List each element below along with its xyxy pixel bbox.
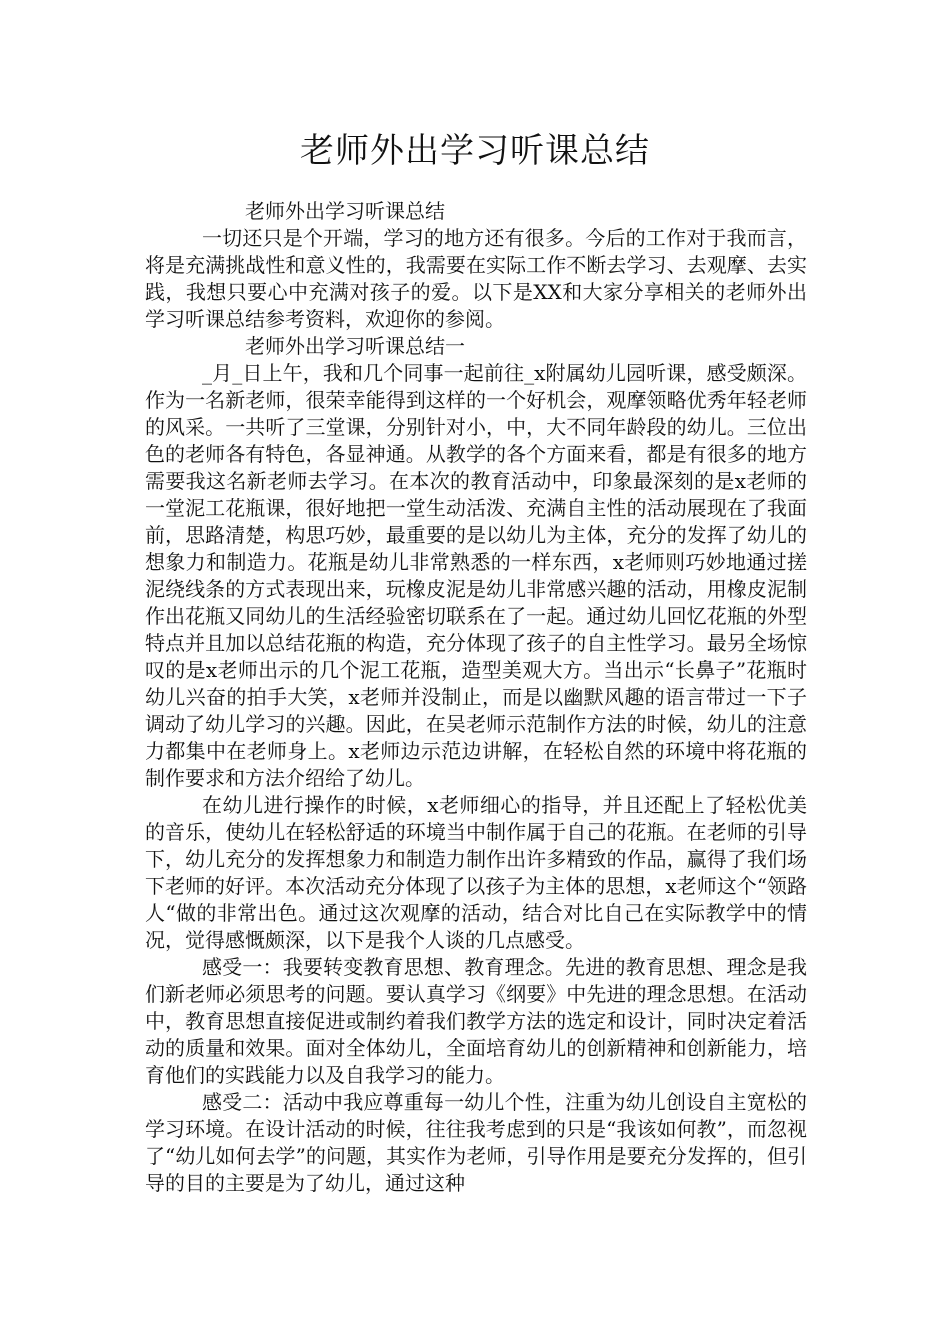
document-body <box>145 198 807 1197</box>
body-paragraph: 感受二：活动中我应尊重每一幼儿个性，注重为幼儿创设自主宽松的学习环境。在设计活动的时候，往往我考虑到的只是“我该如何教”，而忽视了“幼儿如何去学”的问题，其实作为老师，引导作用是要充分发挥的，但引导的目的主要是为了幼儿，通过这种 <box>145 1090 807 1195</box>
body-paragraph: 感受一：我要转变教育思想、教育理念。先进的教育思想、理念是我们新老师必须思考的问题。要认真学习《纲要》中先进的理念思想。在活动中，教育思想直接促进或制约着我们教学方法的选定和设计，同时决定着活动的质量和效果。面对全体幼儿，全面培育幼儿的创新精神和创新能力，培育他们的实践能力以及自我学习的能力。 <box>145 955 807 1087</box>
body-paragraph: _月_日上午，我和几个同事一起前往_x附属幼儿园听课，感受颇深。作为一名新老师，很荣幸能得到这样的一个好机会，观摩领略优秀年轻老师的风采。一共听了三堂课，分别针对小，中，大不同年龄段的幼儿。三位出色的老师各有特色，各显神通。从教学的各个方面来看，都是有很多的地方需要我这名新老师去学习。在本次的教育活动中，印象最深刻的是x老师的一堂泥工花瓶课，很好地把一堂生动活泼、充满自主性的活动展现在了我面前，思路清楚，构思巧妙，最重要的是以幼儿为主体，充分的发挥了幼儿的想象力和制造力。花瓶是幼儿非常熟悉的一样东西，x老师则巧妙地通过搓泥绕线条的方式表现出来，玩橡皮泥是幼儿非常感兴趣的活动，用橡皮泥制作出花瓶又同幼儿的生活经验密切联系在了一起。通过幼儿回忆花瓶的外型特点并且加以总结花瓶的构造，充分体现了孩子的自主性学习。最另全场惊叹的是x老师出示的几个泥工花瓶，造型美观大方。当出示“长鼻子”花瓶时幼儿兴奋的拍手大笑，x老师并没制止，而是以幽默风趣的语言带过一下子调动了幼儿学习的兴趣。因此，在吴老师示范制作方法的时候，幼儿的注意力都集中在老师身上。x老师边示范边讲解，在轻松自然的环境中将花瓶的制作要求和方法介绍给了幼儿。 <box>145 361 807 790</box>
section-heading: 老师外出学习听课总结 <box>245 199 445 223</box>
document-title: 老师外出学习听课总结 <box>300 131 650 171</box>
section-heading: 老师外出学习听课总结一 <box>245 334 465 358</box>
body-paragraph: 在幼儿进行操作的时候，x老师细心的指导，并且还配上了轻松优美的音乐，使幼儿在轻松舒适的环境当中制作属于自己的花瓶。在老师的引导下，幼儿充分的发挥想象力和制造力制作出许多精致的作品，赢得了我们场下老师的好评。本次活动充分体现了以孩子为主体的思想，x老师这个“领路人“做的非常出色。通过这次观摩的活动，结合对比自己在实际教学中的情况，觉得感慨颇深，以下是我个人谈的几点感受。 <box>145 793 807 952</box>
body-paragraph: 一切还只是个开端，学习的地方还有很多。今后的工作对于我而言，将是充满挑战性和意义性的，我需要在实际工作不断去学习、去观摩、去实践，我想只要心中充满对孩子的爱。以下是XX和大家分享相关的老师外出学习听课总结参考资料，欢迎你的参阅。 <box>145 226 807 331</box>
